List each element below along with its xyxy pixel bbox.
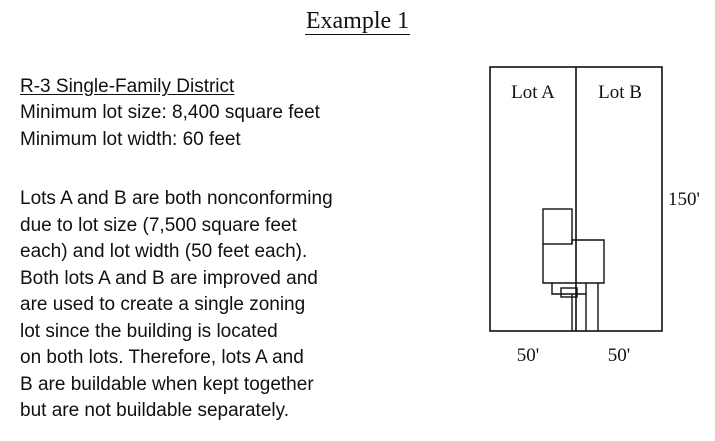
description-line: but are not buildable separately. [20,400,289,421]
width-b-label: 50' [607,345,631,366]
description-line: B are buildable when kept together [20,373,314,395]
lot-a-label: Lot A [511,82,555,103]
description-line: Both lots A and B are improved and [20,267,318,289]
depth-label: 150' [668,189,700,210]
description-line: lot since the building is located [20,320,278,342]
district-heading: R-3 Single-Family District [20,76,235,97]
building-footprint [543,209,604,331]
min-lot-size: Minimum lot size: 8,400 square feet [20,102,320,123]
title-text: Example 1 [305,8,410,34]
description-line: are used to create a single zoning [20,294,306,315]
min-lot-width: Minimum lot width: 60 feet [20,129,241,150]
description-line: on both lots. Therefore, lots A and [20,347,304,368]
description-line: due to lot size (7,500 square feet [20,214,297,236]
description-line: Lots A and B are both nonconforming [20,188,333,209]
width-a-label: 50' [516,345,540,366]
lot-b-label: Lot B [598,82,642,103]
description-line: each) and lot width (50 feet each). [20,241,308,262]
